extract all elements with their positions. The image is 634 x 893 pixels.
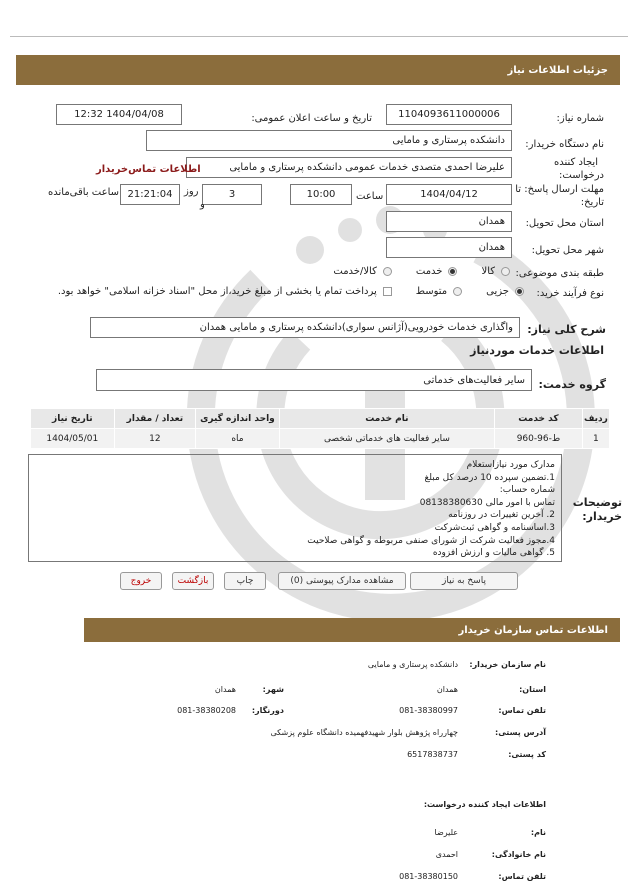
category-label: طبقه بندی موضوعی: [515, 268, 604, 279]
note-line: 2. آخرین تغییرات در روزنامه [448, 510, 555, 521]
contact-buyer-link[interactable]: اطلاعات تماس‌خریدار [96, 164, 201, 175]
notes-label-1: توضیحات [572, 496, 622, 509]
need-number-field: 1104093611000006 [386, 104, 512, 125]
note-line: 5. گواهی مالیات و ارزش افزوده [432, 548, 555, 559]
creator-phone-label: تلفن تماس: [498, 872, 546, 881]
creator-family: احمدی [435, 850, 458, 859]
days-label: روز [184, 186, 199, 197]
creator-name-label: نام: [530, 828, 546, 837]
notes-box [28, 454, 562, 562]
province-label: استان محل تحویل: [525, 218, 604, 229]
creator-field: علیرضا احمدی متصدی خدمات عمومی دانشکده پرستاری و مامایی [186, 157, 512, 178]
creator-label-2: درخواست: [559, 170, 604, 181]
note-line: 3.اساسنامه و گواهی ثبت‌شرکت [434, 522, 555, 533]
contact-postal: 6517838737 [407, 750, 458, 759]
proc-medium-radio[interactable] [453, 287, 462, 296]
table-header-row [31, 409, 610, 429]
contact-city: همدان [214, 685, 236, 694]
reply-button[interactable]: پاسخ به نیاز [410, 572, 518, 590]
exit-button[interactable]: خروج [120, 572, 162, 590]
category-options [333, 266, 510, 277]
time-label: ساعت [356, 191, 384, 202]
top-divider [10, 36, 628, 37]
creator-name: علیرضا [434, 828, 458, 837]
announce-label: تاریخ و ساعت اعلان عمومی: [251, 113, 372, 124]
page-header [16, 55, 620, 85]
remaining-label: ساعت باقی‌مانده [48, 187, 120, 198]
table-row [31, 429, 610, 449]
creator-phone: 081-38380150 [399, 872, 458, 881]
creator-family-label: نام خانوادگی: [491, 850, 546, 859]
and-label: و [200, 199, 205, 210]
cell-qty: 12 [114, 429, 196, 449]
deadline-label-2: تاریخ: [580, 197, 604, 208]
cell-date: 1404/05/01 [31, 429, 115, 449]
province-field: همدان [386, 211, 512, 232]
need-number-label: شماره نیاز: [556, 113, 604, 124]
contact-province-label: استان: [519, 685, 546, 694]
col-date: تاریخ نیاز [31, 409, 115, 429]
cat-both-radio[interactable] [383, 267, 392, 276]
notes-label-2: خریدار: [582, 510, 622, 523]
col-qty: تعداد / مقدار [114, 409, 196, 429]
creator-info-title: اطلاعات ایجاد کننده درخواست: [423, 800, 546, 809]
page-title: جزئیات اطلاعات نیاز [507, 65, 608, 76]
contact-phone-label: تلفن تماس: [498, 706, 546, 715]
view-docs-button[interactable]: مشاهده مدارک پیوستی (0) [278, 572, 406, 590]
contact-fax: 081-38380208 [177, 706, 236, 715]
proc-partial-radio[interactable] [515, 287, 524, 296]
contact-org: دانشکده پرستاری و مامایی [367, 660, 458, 669]
cell-code: ط-96-960 [495, 429, 583, 449]
buyer-org-field: دانشکده پرستاری و مامایی [146, 130, 512, 151]
service-group-label: گروه خدمت: [538, 378, 606, 391]
note-line: 4.مجوز فعالیت شرکت از شورای صنفی مربوطه و گواهی صلاحیت [307, 535, 555, 546]
contact-address: چهارراه پژوهش بلوار شهیدفهمیده دانشگاه علوم پزشکی [270, 728, 458, 737]
print-button[interactable]: چاپ [224, 572, 266, 590]
payment-checkbox[interactable] [383, 287, 392, 296]
contact-header [84, 618, 620, 642]
cell-unit: ماه [196, 429, 280, 449]
proc-medium-label: متوسط [415, 286, 448, 297]
deadline-time-field: 10:00 [290, 184, 352, 205]
note-line: 1.تضمین سپرده 10 درصد کل مبلغ [424, 472, 555, 483]
cell-name: سایر فعالیت های خدماتی شخصی [279, 429, 494, 449]
contact-title: اطلاعات تماس سازمان خریدار [458, 625, 608, 636]
deadline-date-field: 1404/04/12 [386, 184, 512, 205]
note-line: تماس با امور مالی 08138380630 [419, 497, 555, 508]
cat-goods-radio[interactable] [501, 267, 510, 276]
contact-province: همدان [436, 685, 458, 694]
services-table [30, 408, 610, 449]
contact-address-label: آدرس پستی: [495, 728, 546, 737]
deadline-label-1: مهلت ارسال پاسخ: تا [515, 184, 604, 195]
back-button[interactable]: بازگشت [172, 572, 214, 590]
cat-service-radio[interactable] [448, 267, 457, 276]
service-group-field: سایر فعالیت‌های خدماتی [96, 369, 532, 391]
process-options [58, 286, 524, 297]
creator-label-1: ایجاد کننده [554, 157, 598, 168]
announce-field: 1404/04/08 12:32 [56, 104, 182, 125]
col-row: ردیف [582, 409, 609, 429]
contact-fax-label: دورنگار: [251, 706, 284, 715]
summary-label: شرح کلی نیاز: [527, 323, 606, 336]
summary-field: واگذاری خدمات خودرویی(آژانس سواری)دانشکده پرستاری و مامایی همدان [90, 317, 520, 338]
col-code: کد خدمت [495, 409, 583, 429]
col-name: نام خدمت [279, 409, 494, 429]
contact-postal-label: کد پستی: [508, 750, 546, 759]
services-title: اطلاعات خدمات موردنیاز [470, 344, 604, 357]
buyer-org-label: نام دستگاه خریدار: [525, 139, 604, 150]
col-unit: واحد اندازه گیری [196, 409, 280, 429]
contact-phone: 081-38380997 [399, 706, 458, 715]
process-label: نوع فرآیند خرید: [536, 288, 604, 299]
payment-note: پرداخت تمام یا بخشی از مبلغ خرید،از محل "اسناد خزانه اسلامی" خواهد بود. [57, 286, 377, 297]
days-field: 3 [202, 184, 262, 205]
note-line: شماره حساب: [499, 485, 555, 496]
contact-city-label: شهر: [262, 685, 284, 694]
cell-row: 1 [582, 429, 609, 449]
note-line: مدارک مورد نیازاستعلام [466, 460, 555, 470]
cat-goods-label: کالا [481, 266, 495, 277]
cat-service-label: خدمت [415, 266, 443, 277]
contact-org-label: نام سازمان خریدار: [469, 660, 546, 669]
city-field: همدان [386, 237, 512, 258]
proc-partial-label: جزیی [486, 286, 509, 297]
city-label: شهر محل تحویل: [531, 245, 604, 256]
cat-both-label: کالا/خدمت [333, 266, 377, 277]
remaining-field: 21:21:04 [120, 184, 180, 205]
